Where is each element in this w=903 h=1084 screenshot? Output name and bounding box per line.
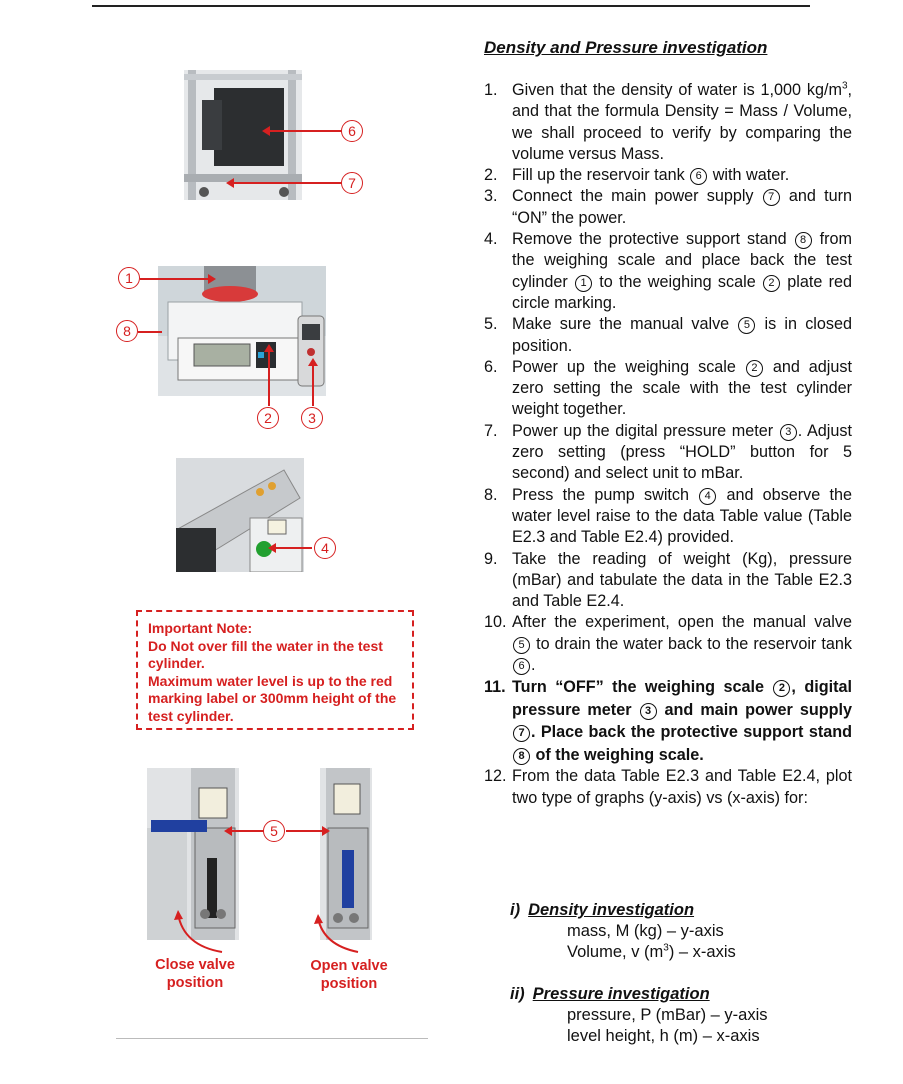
important-note: [136, 610, 414, 730]
arrow-1-icon: [208, 274, 216, 284]
step-3: 3. Connect the main power supply 7 and turn “ON” the power.: [484, 187, 852, 227]
pump-switch-photo: [176, 458, 304, 572]
note-heading: Important Note:: [148, 620, 253, 636]
step-2: 2. Fill up the reservoir tank 6 with water.: [484, 166, 790, 185]
label-2: 2: [257, 407, 279, 429]
step-4: 4. Remove the protective support stand 8 from the weighing scale and place back the test cylinder 1 to the weighing scale 2 plate red circle marking.: [484, 230, 852, 312]
step-9: 9. Take the reading of weight (Kg), pressure (mBar) and tabulate the data in the Table E2.3 and Table E2.4.: [484, 549, 852, 611]
label-7: 7: [341, 172, 363, 194]
label-1: 1: [118, 267, 140, 289]
section-title: Density and Pressure investigation: [484, 38, 768, 57]
open-valve-caption: Open valve position: [310, 958, 388, 992]
label-8: 8: [116, 320, 138, 342]
arrow-6-icon: [262, 126, 270, 136]
pressure-y-axis: pressure, P (mBar) – y-axis: [567, 1006, 768, 1024]
pressure-x-axis: level height, h (m) – x-axis: [567, 1027, 760, 1045]
density-y-axis: mass, M (kg) – y-axis: [567, 922, 724, 940]
step-1: 1. Given that the density of water is 1,000 $kg/m^3$, and that the formula Density = Mass / Volume, we shall proceed to verify by comparing the volume versus Mass.: [484, 80, 852, 163]
arrow-4-icon: [268, 543, 276, 553]
step-12: 12. From the data Table E2.3 and Table E2.4, plot two type of graphs (y-axis) vs (x-axis) for:: [484, 767, 852, 807]
label-4: 4: [314, 537, 336, 559]
density-heading: Density investigation: [528, 901, 695, 919]
header-rule: [92, 5, 810, 7]
close-valve-caption: Close valve position: [155, 957, 235, 991]
pressure-heading: Pressure investigation: [532, 985, 710, 1003]
note-line-overfill: Do Not over fill the water in the test cylinder.: [148, 637, 383, 671]
step-list: [484, 80, 852, 809]
density-investigation: i) Density investigation mass, M (kg) – y-axis Volume, v $(m^3)$ – x-axis: [510, 901, 736, 961]
step-6: 6. Power up the weighing scale 2 and adjust zero setting the scale with the test cylinder weight together.: [484, 357, 852, 419]
step-11: 11. Turn “OFF” the weighing scale 2 , digital pressure meter 3 and main power supply 7 . Place back the protective support stand 8 of the weighing scale.: [484, 678, 853, 764]
label-5: 5: [263, 820, 285, 842]
curved-arrows: [150, 910, 380, 960]
pressure-investigation: ii) Pressure investigation pressure, P (mBar) – y-axis level height, h (m) – x-axis: [510, 985, 768, 1045]
step-5: 5. Make sure the manual valve 5 is in closed position.: [484, 315, 852, 355]
footer-rule: [116, 1038, 428, 1039]
step-8: 8. Press the pump switch 4 and observe the water level raise to the data Table value (Table E2.3 and Table E2.4) provided.: [484, 485, 852, 547]
step-7: 7. Power up the digital pressure meter 3 . Adjust zero setting (press “HOLD” button for 5 second) and select unit to mBar.: [484, 421, 852, 483]
arrow-2-icon: [264, 344, 274, 352]
arrow-5-close-icon: [224, 826, 232, 836]
arrow-7-icon: [226, 178, 234, 188]
arrow-3-icon: [308, 358, 318, 366]
weighing-scale-photo: [158, 266, 326, 396]
step-10: 10. After the experiment, open the manual valve 5 to drain the water back to the reservoir tank 6 .: [484, 613, 852, 675]
note-line-max-level: Maximum water level is up to the red marking label or 300mm height of the test cylinder.: [148, 672, 397, 724]
arrow-5-open-icon: [322, 826, 330, 836]
reservoir-tank-photo: [184, 70, 302, 200]
label-6: 6: [341, 120, 363, 142]
density-x-axis: Volume, v $(m^3)$ – x-axis: [567, 942, 736, 961]
label-3: 3: [301, 407, 323, 429]
